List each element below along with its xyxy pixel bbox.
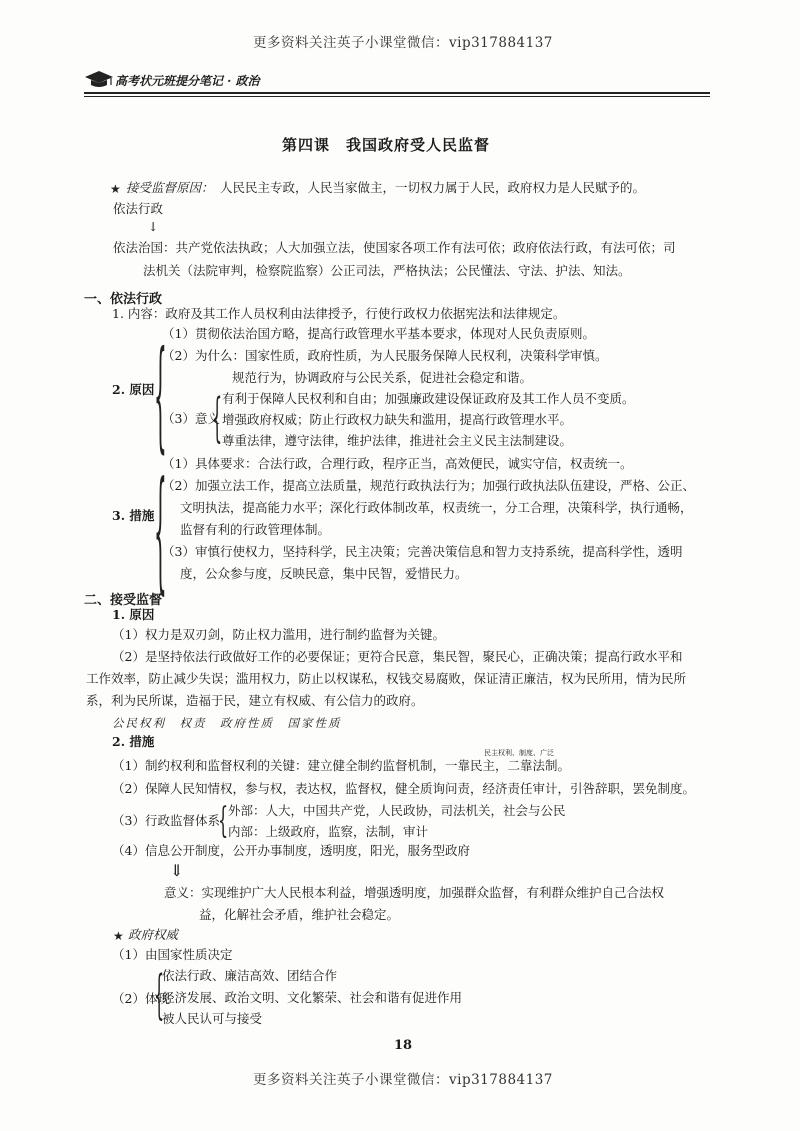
star-icon: ★ — [110, 182, 121, 196]
authority-heading: 政府权威 — [128, 927, 179, 942]
brace-icon: { — [154, 963, 165, 1026]
governance-line-2: 法机关（法院审判，检察院监察）公正司法，严格执法；公民懂法、守法、护法、知法。 — [143, 263, 631, 278]
s1-r2: （2）为什么：国家性质，政府性质，为人民服务保障人民权利，决策科学审慎。 — [162, 348, 608, 363]
governance-line-1: 依法治国：共产党依法执政；人大加强立法，使国家各项工作有法可依；政府依法行政，有法可依；司 — [113, 240, 676, 255]
flow-top: 依法行政 — [113, 201, 164, 216]
s1-r2b: 规范行为，协调政府与公民关系，促进社会稳定和谐。 — [232, 370, 533, 385]
s1-content: 1. 内容：政府及其工作人员权利由法律授予，行使行政权力依据宪法和法律规定。 — [112, 306, 566, 321]
s2-r1: （1）权力是双刃剑，防止权力滥用，进行制约监督为关键。 — [112, 627, 445, 642]
s2-m3-int: 内部：上级政府，监察，法制，审计 — [228, 824, 429, 839]
s2-meaning-1: 意义：实现维护广大人民根本利益，增强透明度，加强群众监督，有利群众维护自己合法权 — [164, 885, 665, 900]
s2-m1-note: 民主权利、制度、广泛 — [484, 749, 554, 757]
s1-measure-label: 3. 措施 — [112, 508, 155, 523]
s1-m1: （1）具体要求：合法行政，合理行政，程序正当，高效便民，诚实守信，权责统一。 — [162, 456, 633, 471]
s1-m2c: 监督有利的行政管理体制。 — [180, 522, 331, 537]
s1-r3c: 尊重法律，遵守法律，维护法律，推进社会主义民主法制建设。 — [222, 433, 573, 448]
s1-m3a: （3）审慎行使权力，坚持科学，民主决策；完善决策信息和智力支持系统，提高科学性，透明 — [162, 544, 683, 559]
watermark-top: 更多资料关注英子小课堂微信：vip317884137 — [253, 35, 553, 51]
s1-r3a: 有利于保障人民权利和自由；加强廉政建设保证政府及其工作人员不变质。 — [222, 391, 635, 406]
s1-reason-label: 2. 原因 — [112, 382, 155, 397]
star-icon: ★ — [113, 929, 124, 943]
s1-m2a: （2）加强立法工作，提高立法质量，规范行政执法行为；加强行政执法队伍建设，严格、公正、 — [162, 478, 695, 493]
authority-a2a: 依法行政、廉洁高效、团结合作 — [162, 968, 338, 983]
s2-r2b: 工作效率，防止减少失误；滥用权力，防止以权谋私，权钱交易腐败，保证清正廉洁，权为民所用，情为民所 — [86, 671, 687, 686]
authority-a2b: 经济发展、政治文明、文化繁荣、社会和谐有促进作用 — [162, 990, 463, 1005]
s1-r3-label: （3）意义 — [162, 411, 220, 426]
lesson-title: 第四课 我国政府受人民监督 — [282, 136, 491, 154]
double-down-arrow-icon: ⇓ — [170, 861, 184, 880]
s2-m4: （4）信息公开制度，公开办事制度，透明度，阳光，服务型政府 — [112, 843, 470, 858]
reason-text: 人民民主专政，人民当家做主，一切权力属于人民，政府权力是人民赋予的。 — [220, 180, 646, 195]
s2-r2a: （2）是坚持依法行政做好工作的必要保证；更符合民意，集民智，聚民心，正确决策；提高行政水平和 — [112, 649, 683, 664]
s1-m2b: 文明执法，提高能力水平；深化行政体制改革，权责统一，分工合理，决策科学，执行通畅， — [180, 500, 693, 515]
s2-keywords: 公民权利 权责 政府性质 国家性质 — [112, 716, 342, 730]
s2-m3-ext: 外部：人大，中国共产党，人民政协，司法机关，社会与公民 — [228, 803, 566, 818]
reason-label: 接受监督原因： — [126, 180, 214, 195]
s2-m2: （2）保障人民知情权，参与权，表达权，监督权，健全质询问责，经济责任审计，引咎辞职，罢免制度。 — [112, 781, 695, 796]
page-number: 18 — [394, 1038, 413, 1053]
brace-icon: { — [154, 322, 167, 466]
s2-r2c: 系，利为民所谋，造福于民，建立有权威、有公信力的政府。 — [86, 693, 424, 708]
section2-heading: 二、接受监督 — [84, 593, 163, 608]
down-arrow-icon: ↓ — [148, 219, 159, 234]
authority-a2-label: （2）体现 — [112, 991, 170, 1006]
s2-m1: （1）制约权利和监督权利的关键：建立健全制约监督机制，一靠民主，二靠法制。 — [112, 758, 570, 773]
s2-reason-label: 1. 原因 — [112, 607, 155, 622]
brace-icon: { — [154, 450, 167, 609]
s2-m3-label: （3）行政监督体系 — [112, 813, 220, 828]
brace-icon: { — [218, 799, 229, 841]
s2-meaning-2: 益，化解社会矛盾，维护社会稳定。 — [199, 907, 400, 922]
section1-heading: 一、依法行政 — [84, 292, 163, 307]
brace-icon: { — [212, 386, 223, 449]
header-rule-thick — [84, 92, 710, 94]
watermark-bottom: 更多资料关注英子小课堂微信：vip317884137 — [253, 1072, 553, 1088]
graduation-cap-icon — [84, 70, 114, 92]
authority-a2c: 被人民认可与接受 — [162, 1011, 263, 1026]
s1-r3b: 增强政府权威；防止行政权力缺失和滥用，提高行政管理水平。 — [222, 412, 573, 427]
header-rule-thin — [84, 96, 710, 97]
authority-a1: （1）由国家性质决定 — [112, 947, 233, 962]
book-title: 高考状元班提分笔记 · 政治 — [115, 74, 260, 88]
s1-m3b: 度，公众参与度，反映民意，集中民智，爱惜民力。 — [180, 566, 468, 581]
s2-measure-label: 2. 措施 — [112, 734, 155, 749]
s1-r1: （1）贯彻依法治国方略，提高行政管理水平基本要求，体现对人民负责原则。 — [162, 326, 595, 341]
